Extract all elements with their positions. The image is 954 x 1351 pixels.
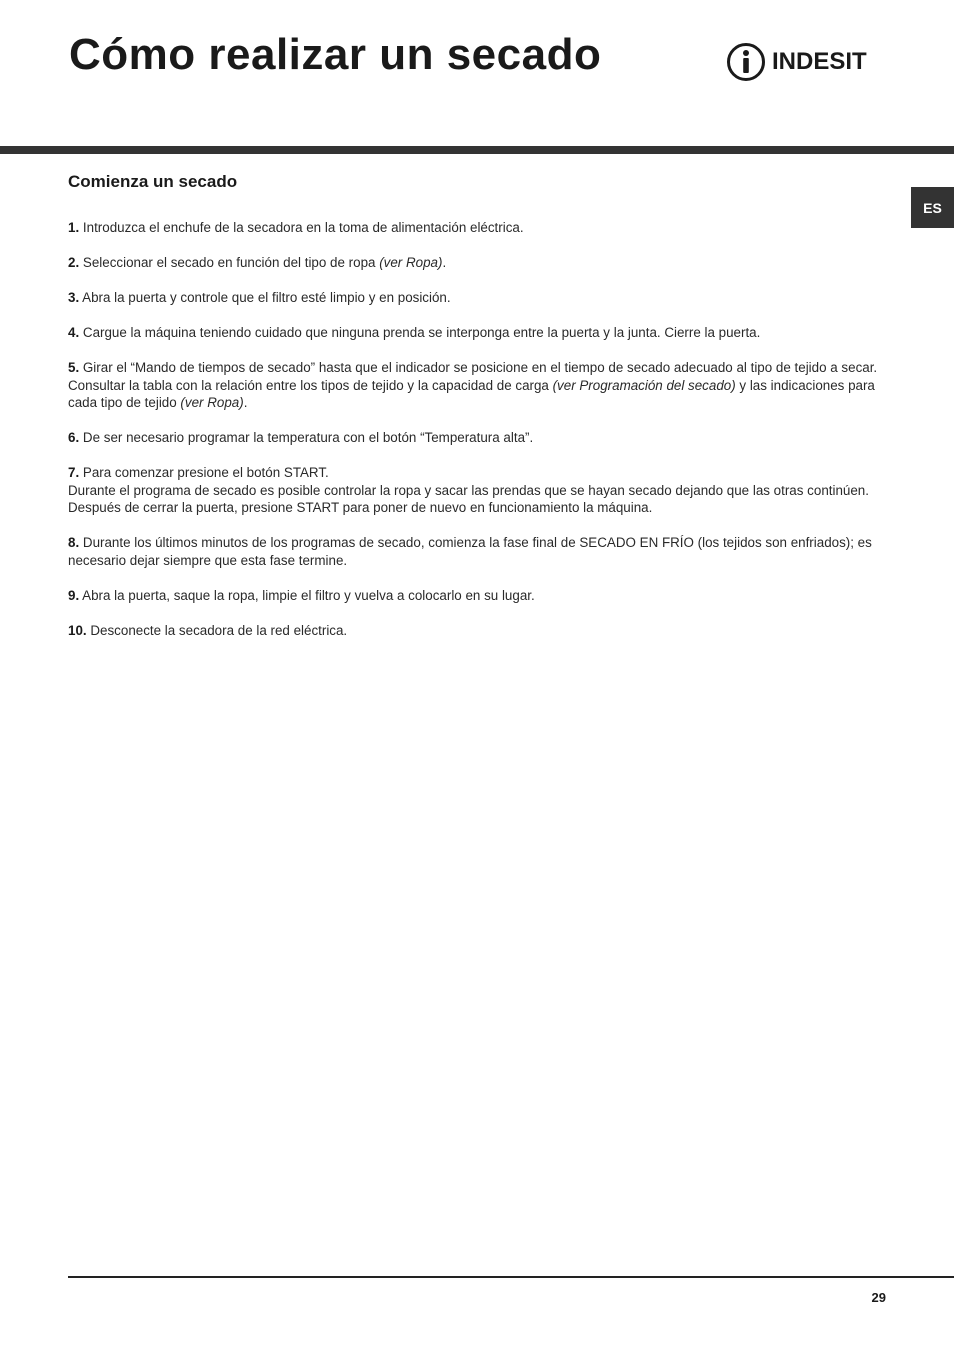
step-number: 8.	[68, 535, 80, 550]
brand-logo	[726, 42, 888, 82]
step-text: Abra la puerta, saque la ropa, limpie el filtro y vuelva a colocarlo en su lugar.	[82, 587, 535, 603]
step-9	[68, 587, 890, 605]
step-number: 4.	[68, 325, 80, 340]
step-1	[68, 219, 890, 237]
step-text: De ser necesario programar la temperatura con el botón “Temperatura alta”.	[82, 430, 534, 445]
section-heading: Comienza un secado	[68, 172, 238, 191]
step-text-end: .	[243, 395, 248, 410]
brand-name: INDESIT	[772, 48, 867, 75]
step-10	[68, 622, 890, 640]
step-text: Desconecte la secadora de la red eléctrica.	[90, 622, 348, 638]
step-4	[68, 324, 890, 342]
step-text: Cargue la máquina teniendo cuidado que ninguna prenda se interponga entre la puerta y la junta. Cierre la puerta.	[82, 325, 761, 340]
step-3	[68, 289, 890, 307]
header-divider	[0, 146, 954, 154]
step-paragraph: Durante el programa de secado es posible controlar la ropa y sacar las prendas que se hayan secado dejando que las otras continúen. Después de cerrar la puerta, presione START para poner de nuevo en funcionamiento la máquina.	[68, 482, 869, 515]
footer-divider	[68, 1276, 954, 1278]
step-number: 6.	[68, 430, 80, 445]
step-number: 1.	[68, 220, 80, 235]
step-number: 10.	[68, 622, 87, 638]
step-6	[68, 429, 890, 447]
cross-reference: (ver Programación del secado)	[552, 377, 736, 393]
step-number: 5.	[68, 360, 80, 375]
page-number: 29	[871, 1290, 886, 1305]
step-text: Abra la puerta y controle que el filtro esté limpio y en posición.	[82, 290, 451, 305]
steps-list	[68, 219, 890, 657]
step-number: 7.	[68, 465, 80, 480]
step-text: Para comenzar presione el botón START.	[82, 465, 329, 480]
cross-reference: (ver Ropa)	[379, 255, 443, 270]
step-5	[68, 359, 890, 412]
step-8	[68, 534, 890, 569]
step-text: Girar el “Mando de tiempos de secado” hasta que el indicador se posicione en el tiempo de secado adecuado al tipo de tejido a secar. Consultar la tabla con la relación entre los tipos de tejido y la capacidad de carga	[68, 360, 878, 393]
step-number: 3.	[68, 290, 80, 305]
cross-reference: (ver Ropa)	[180, 395, 244, 410]
step-text: Seleccionar el secado en función del tipo de ropa	[82, 255, 380, 270]
step-2	[68, 254, 890, 272]
step-text: Durante los últimos minutos de los programas de secado, comienza la fase final de SECADO EN FRÍO (los tejidos son enfriados); es necesario dejar siempre que esta fase termine.	[68, 535, 872, 568]
indesit-logo-icon	[726, 42, 766, 82]
step-number: 2.	[68, 255, 80, 270]
step-text: Introduzca el enchufe de la secadora en la toma de alimentación eléctrica.	[82, 220, 524, 235]
step-7	[68, 464, 890, 517]
step-number: 9.	[68, 587, 80, 603]
page-title: Cómo realizar un secado	[69, 30, 602, 79]
language-tab: ES	[911, 187, 954, 228]
step-text-end: .	[442, 255, 447, 270]
step-text-continued: y las indicaciones para cada tipo de tejido	[68, 377, 875, 410]
